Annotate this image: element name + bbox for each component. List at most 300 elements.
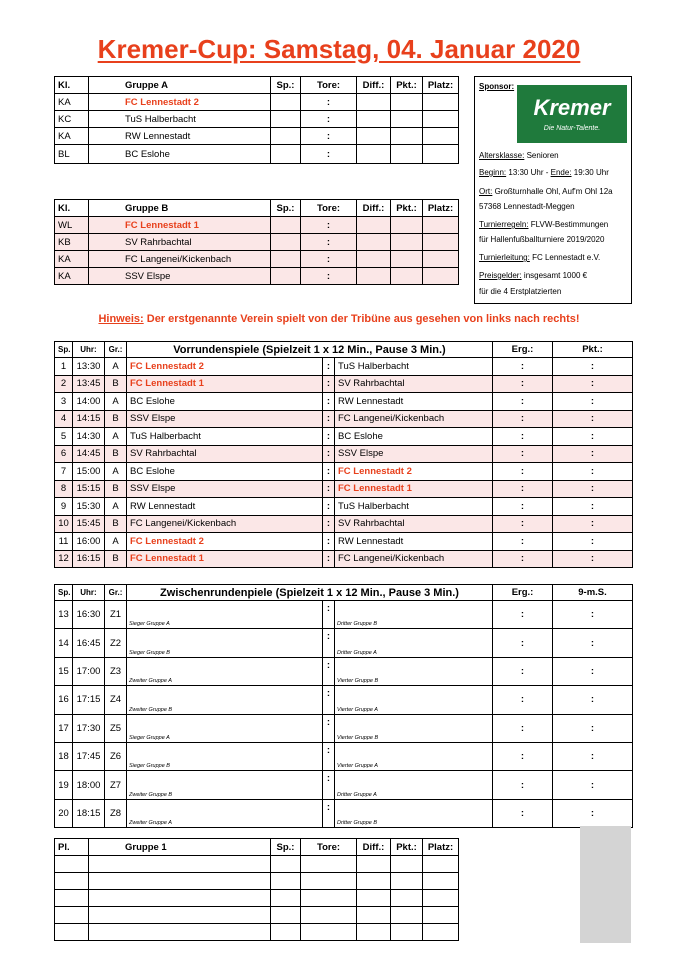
table-row xyxy=(55,128,459,145)
table-row xyxy=(55,480,633,498)
empty-cell xyxy=(357,890,391,907)
away-slot xyxy=(335,601,493,629)
vs-separator: : xyxy=(323,657,335,685)
game-time: 14:15 xyxy=(73,410,105,428)
result-cell: : xyxy=(493,601,553,629)
result-cell: : xyxy=(493,480,553,498)
game-group: Z3 xyxy=(105,657,127,685)
empty-cell xyxy=(423,924,459,941)
away-placeholder: Dritter Gruppe B xyxy=(337,621,378,628)
header-group: Gr.: xyxy=(105,342,127,358)
game-group: Z8 xyxy=(105,799,127,827)
class-cell: WL xyxy=(55,217,89,234)
tournament-lead: Turnierleitung: FC Lennestadt e.V. xyxy=(479,253,601,262)
location-city: 57368 Lennestadt-Meggen xyxy=(479,202,575,211)
vs-separator: : xyxy=(323,686,335,714)
table-row xyxy=(55,629,633,657)
header-result: Erg.: xyxy=(493,585,553,601)
vs-separator: : xyxy=(323,799,335,827)
team-cell: BC Eslohe xyxy=(89,145,271,164)
team-cell: FC Lennestadt 2 xyxy=(89,94,271,111)
class-cell: KA xyxy=(55,268,89,285)
header-sp: Sp.: xyxy=(271,77,301,94)
table-row xyxy=(55,771,633,799)
game-group: B xyxy=(105,550,127,568)
game-time: 15:00 xyxy=(73,463,105,481)
sponsor-box xyxy=(474,76,632,304)
header-diff: Diff.: xyxy=(357,839,391,856)
game-time: 16:15 xyxy=(73,550,105,568)
game-group: B xyxy=(105,515,127,533)
empty-cell xyxy=(55,873,89,890)
rules: Turnierregeln: FLVW-Bestimmungen xyxy=(479,220,609,229)
away-slot xyxy=(335,657,493,685)
result-cell: : xyxy=(493,410,553,428)
table-row xyxy=(55,428,633,446)
away-slot xyxy=(335,686,493,714)
points-cell: : xyxy=(553,498,633,516)
header-time: Uhr: xyxy=(73,342,105,358)
table-row xyxy=(55,94,459,111)
vs-separator: : xyxy=(323,533,335,551)
game-group: A xyxy=(105,533,127,551)
away-team: SV Rahrbachtal xyxy=(335,375,493,393)
home-placeholder: Zweiter Gruppe B xyxy=(129,706,173,713)
game-group: Z5 xyxy=(105,714,127,742)
game-number: 13 xyxy=(55,601,73,629)
table-row xyxy=(55,873,459,890)
header-diff: Diff.: xyxy=(357,200,391,217)
game-group: Z6 xyxy=(105,742,127,770)
header-pkt: Pkt.: xyxy=(391,839,423,856)
empty-cell xyxy=(271,856,301,873)
result-cell: : xyxy=(493,742,553,770)
home-placeholder: Zweiter Gruppe B xyxy=(129,791,173,798)
table-row xyxy=(55,856,459,873)
result-cell: : xyxy=(493,358,553,376)
penalty-cell: : xyxy=(553,629,633,657)
vs-separator: : xyxy=(323,480,335,498)
table-row xyxy=(55,463,633,481)
home-placeholder: Sieger Gruppe A xyxy=(129,734,170,741)
away-team: FC Lennestadt 2 xyxy=(335,463,493,481)
empty-cell xyxy=(301,890,357,907)
points-cell: : xyxy=(553,515,633,533)
result-cell: : xyxy=(493,515,553,533)
game-number: 18 xyxy=(55,742,73,770)
game-group: B xyxy=(105,375,127,393)
team-cell: FC Lennestadt 1 xyxy=(89,217,271,234)
empty-cell xyxy=(55,924,89,941)
game-time: 17:45 xyxy=(73,742,105,770)
result-cell: : xyxy=(493,629,553,657)
table-row xyxy=(55,742,633,770)
away-placeholder: Dritter Gruppe A xyxy=(337,649,377,656)
game-number: 8 xyxy=(55,480,73,498)
class-cell: KA xyxy=(55,251,89,268)
goals-cell: : xyxy=(301,217,357,234)
goals-cell: : xyxy=(301,268,357,285)
home-placeholder: Sieger Gruppe B xyxy=(129,763,170,770)
header-platz: Platz: xyxy=(423,77,459,94)
table-row xyxy=(55,445,633,463)
gray-block xyxy=(580,826,631,943)
home-placeholder: Zweiter Gruppe A xyxy=(129,820,172,827)
game-number: 10 xyxy=(55,515,73,533)
game-time: 18:15 xyxy=(73,799,105,827)
home-team: FC Lennestadt 1 xyxy=(127,550,323,568)
home-slot xyxy=(127,771,323,799)
table-row xyxy=(55,907,459,924)
penalty-cell: : xyxy=(553,686,633,714)
header-result: Erg.: xyxy=(493,342,553,358)
empty-cell xyxy=(423,907,459,924)
empty-cell xyxy=(271,924,301,941)
game-number: 3 xyxy=(55,393,73,411)
game-group: Z1 xyxy=(105,601,127,629)
away-team: FC Lennestadt 1 xyxy=(335,480,493,498)
empty-cell xyxy=(89,873,271,890)
goals-cell: : xyxy=(301,128,357,145)
result-cell: : xyxy=(493,393,553,411)
vs-separator: : xyxy=(323,629,335,657)
game-number: 11 xyxy=(55,533,73,551)
game-time: 17:00 xyxy=(73,657,105,685)
header-group: Gr.: xyxy=(105,585,127,601)
result-cell: : xyxy=(493,714,553,742)
table-row xyxy=(55,799,633,827)
game-number: 19 xyxy=(55,771,73,799)
away-team: RW Lennestadt xyxy=(335,533,493,551)
table-row xyxy=(55,550,633,568)
empty-cell xyxy=(55,907,89,924)
vs-separator: : xyxy=(323,498,335,516)
header-time: Uhr: xyxy=(73,585,105,601)
away-placeholder: Dritter Gruppe B xyxy=(337,820,378,827)
empty-cell xyxy=(391,924,423,941)
away-team: FC Langenei/Kickenbach xyxy=(335,550,493,568)
result-cell: : xyxy=(493,428,553,446)
home-team: BC Eslohe xyxy=(127,393,323,411)
penalty-cell: : xyxy=(553,771,633,799)
penalty-cell: : xyxy=(553,799,633,827)
empty-cell xyxy=(301,873,357,890)
away-team: SSV Elspe xyxy=(335,445,493,463)
team-cell: SV Rahrbachtal xyxy=(89,234,271,251)
home-team: SV Rahrbachtal xyxy=(127,445,323,463)
table-row xyxy=(55,251,459,268)
game-number: 15 xyxy=(55,657,73,685)
class-cell: BL xyxy=(55,145,89,164)
logo-text: Kremer xyxy=(533,95,611,120)
class-cell: KA xyxy=(55,128,89,145)
header-tore: Tore: xyxy=(301,77,357,94)
away-placeholder: Vierter Gruppe B xyxy=(337,678,379,685)
empty-cell xyxy=(89,907,271,924)
game-number: 12 xyxy=(55,550,73,568)
header-points: Pkt.: xyxy=(553,342,633,358)
result-cell: : xyxy=(493,445,553,463)
header-group: Gruppe A xyxy=(89,77,271,94)
preliminary-games-table xyxy=(54,341,633,568)
goals-cell: : xyxy=(301,111,357,128)
group-a-table xyxy=(54,76,459,164)
vs-separator: : xyxy=(323,445,335,463)
game-group: Z7 xyxy=(105,771,127,799)
away-team: FC Langenei/Kickenbach xyxy=(335,410,493,428)
result-cell: : xyxy=(493,463,553,481)
away-team: TuS Halberbacht xyxy=(335,358,493,376)
header-kl: Kl. xyxy=(55,200,89,217)
home-slot xyxy=(127,714,323,742)
class-cell: KC xyxy=(55,111,89,128)
vs-separator: : xyxy=(323,375,335,393)
game-number: 1 xyxy=(55,358,73,376)
home-slot xyxy=(127,601,323,629)
home-team: RW Lennestadt xyxy=(127,498,323,516)
age-class: Altersklasse: Senioren xyxy=(479,151,559,160)
points-cell: : xyxy=(553,410,633,428)
away-placeholder: Dritter Gruppe A xyxy=(337,791,377,798)
empty-cell xyxy=(391,890,423,907)
game-number: 9 xyxy=(55,498,73,516)
points-cell: : xyxy=(553,550,633,568)
table-row xyxy=(55,515,633,533)
home-team: BC Eslohe xyxy=(127,463,323,481)
table-row xyxy=(55,410,633,428)
home-team: FC Lennestadt 2 xyxy=(127,533,323,551)
away-placeholder: Vierter Gruppe A xyxy=(337,763,378,770)
game-number: 16 xyxy=(55,686,73,714)
table-row xyxy=(55,111,459,128)
vs-separator: : xyxy=(323,714,335,742)
points-cell: : xyxy=(553,393,633,411)
home-placeholder: Zweiter Gruppe A xyxy=(129,678,172,685)
game-time: 13:45 xyxy=(73,375,105,393)
vs-separator: : xyxy=(323,358,335,376)
game-time: 15:45 xyxy=(73,515,105,533)
game-time: 14:00 xyxy=(73,393,105,411)
away-team: RW Lennestadt xyxy=(335,393,493,411)
vs-separator: : xyxy=(323,515,335,533)
vs-separator: : xyxy=(323,550,335,568)
class-cell: KA xyxy=(55,94,89,111)
empty-cell xyxy=(55,890,89,907)
empty-cell xyxy=(301,907,357,924)
game-group: A xyxy=(105,358,127,376)
game-group: A xyxy=(105,393,127,411)
header-group: Gruppe 1 xyxy=(89,839,271,856)
result-cell: : xyxy=(493,498,553,516)
empty-cell xyxy=(423,873,459,890)
header-tore: Tore: xyxy=(301,200,357,217)
game-number: 6 xyxy=(55,445,73,463)
game-group: Z2 xyxy=(105,629,127,657)
header-penalty: 9-m.S. xyxy=(553,585,633,601)
header-group: Gruppe B xyxy=(89,200,271,217)
game-number: 20 xyxy=(55,799,73,827)
result-cell: : xyxy=(493,533,553,551)
home-team: TuS Halberbacht xyxy=(127,428,323,446)
empty-cell xyxy=(357,856,391,873)
header-pl: Pl. xyxy=(55,839,89,856)
header-kl: Kl. xyxy=(55,77,89,94)
away-placeholder: Vierter Gruppe A xyxy=(337,706,378,713)
table-row xyxy=(55,358,633,376)
result-cell: : xyxy=(493,771,553,799)
game-time: 17:15 xyxy=(73,686,105,714)
table-row xyxy=(55,686,633,714)
away-slot xyxy=(335,799,493,827)
prize-detail: für die 4 Erstplatzierten xyxy=(479,287,562,296)
header-sp: Sp. xyxy=(55,342,73,358)
goals-cell: : xyxy=(301,145,357,164)
home-slot xyxy=(127,742,323,770)
points-cell: : xyxy=(553,428,633,446)
class-cell: KB xyxy=(55,234,89,251)
empty-cell xyxy=(391,856,423,873)
home-team: SSV Elspe xyxy=(127,410,323,428)
table-row xyxy=(55,268,459,285)
game-time: 16:00 xyxy=(73,533,105,551)
game-group: A xyxy=(105,428,127,446)
home-team: FC Lennestadt 2 xyxy=(127,358,323,376)
home-slot xyxy=(127,686,323,714)
away-slot xyxy=(335,742,493,770)
empty-cell xyxy=(423,890,459,907)
header-tore: Tore: xyxy=(301,839,357,856)
game-group: B xyxy=(105,410,127,428)
game-time: 18:00 xyxy=(73,771,105,799)
team-cell: TuS Halberbacht xyxy=(89,111,271,128)
vs-separator: : xyxy=(323,742,335,770)
empty-cell xyxy=(391,873,423,890)
points-cell: : xyxy=(553,463,633,481)
table-row xyxy=(55,601,633,629)
empty-cell xyxy=(271,890,301,907)
home-slot xyxy=(127,799,323,827)
header-sp: Sp.: xyxy=(271,839,301,856)
header-sp: Sp. xyxy=(55,585,73,601)
group-b-table xyxy=(54,199,459,285)
game-group: Z4 xyxy=(105,686,127,714)
result-cell: : xyxy=(493,686,553,714)
game-number: 17 xyxy=(55,714,73,742)
empty-cell xyxy=(271,873,301,890)
goals-cell: : xyxy=(301,234,357,251)
kremer-logo xyxy=(517,85,627,143)
game-time: 15:30 xyxy=(73,498,105,516)
game-number: 4 xyxy=(55,410,73,428)
table-row xyxy=(55,657,633,685)
page-title: Kremer-Cup: Samstag, 04. Januar 2020 xyxy=(97,34,581,64)
table-row xyxy=(55,533,633,551)
points-cell: : xyxy=(553,375,633,393)
points-cell: : xyxy=(553,358,633,376)
location: Ort: Großturnhalle Ohl, Auf'm Ohl 12a xyxy=(479,187,613,196)
empty-cell xyxy=(357,907,391,924)
table-row xyxy=(55,890,459,907)
empty-cell xyxy=(423,856,459,873)
game-time: 16:30 xyxy=(73,601,105,629)
penalty-cell: : xyxy=(553,714,633,742)
prize-money: Preisgelder: insgesamt 1000 € xyxy=(479,271,588,280)
empty-cell xyxy=(301,856,357,873)
goals-cell: : xyxy=(301,251,357,268)
home-placeholder: Sieger Gruppe A xyxy=(129,621,170,628)
intermediate-games-table xyxy=(54,584,633,828)
table-row xyxy=(55,234,459,251)
header-platz: Platz: xyxy=(423,200,459,217)
table-row xyxy=(55,145,459,164)
hint-text: Hinweis: Der erstgenannte Verein spielt von der Tribüne aus gesehen von links nach rechts! xyxy=(98,313,580,325)
game-time: 14:30 xyxy=(73,428,105,446)
vs-separator: : xyxy=(323,771,335,799)
vs-separator: : xyxy=(323,428,335,446)
home-team: FC Langenei/Kickenbach xyxy=(127,515,323,533)
table-row xyxy=(55,714,633,742)
away-slot xyxy=(335,629,493,657)
game-time: 13:30 xyxy=(73,358,105,376)
table-row xyxy=(55,924,459,941)
home-team: FC Lennestadt 1 xyxy=(127,375,323,393)
home-placeholder: Sieger Gruppe B xyxy=(129,649,170,656)
away-slot xyxy=(335,771,493,799)
home-team: SSV Elspe xyxy=(127,480,323,498)
penalty-cell: : xyxy=(553,742,633,770)
time-info: Beginn: 13:30 Uhr - Ende: 19:30 Uhr xyxy=(479,168,609,177)
vs-separator: : xyxy=(323,601,335,629)
team-cell: FC Langenei/Kickenbach xyxy=(89,251,271,268)
vs-separator: : xyxy=(323,410,335,428)
empty-cell xyxy=(357,873,391,890)
away-placeholder: Vierter Gruppe B xyxy=(337,734,379,741)
result-cell: : xyxy=(493,657,553,685)
points-cell: : xyxy=(553,533,633,551)
game-group: A xyxy=(105,498,127,516)
game-number: 5 xyxy=(55,428,73,446)
away-slot xyxy=(335,714,493,742)
sponsor-label: Sponsor: xyxy=(479,82,515,91)
header-sp: Sp.: xyxy=(271,200,301,217)
table-row xyxy=(55,217,459,234)
empty-cell xyxy=(89,890,271,907)
points-cell: : xyxy=(553,480,633,498)
game-time: 15:15 xyxy=(73,480,105,498)
header-platz: Platz: xyxy=(423,839,459,856)
game-number: 7 xyxy=(55,463,73,481)
away-team: TuS Halberbacht xyxy=(335,498,493,516)
game-time: 14:45 xyxy=(73,445,105,463)
header-pkt: Pkt.: xyxy=(391,200,423,217)
table-row xyxy=(55,498,633,516)
team-cell: RW Lennestadt xyxy=(89,128,271,145)
away-team: BC Eslohe xyxy=(335,428,493,446)
away-team: SV Rahrbachtal xyxy=(335,515,493,533)
header-inter-title: Zwischenrundenpiele (Spielzeit 1 x 12 Min., Pause 3 Min.) xyxy=(127,585,493,601)
game-time: 16:45 xyxy=(73,629,105,657)
group-1-table xyxy=(54,838,459,941)
game-group: B xyxy=(105,480,127,498)
game-group: A xyxy=(105,463,127,481)
empty-cell xyxy=(89,924,271,941)
empty-cell xyxy=(55,856,89,873)
empty-cell xyxy=(89,856,271,873)
header-prelim-title: Vorrundenspiele (Spielzeit 1 x 12 Min., Pause 3 Min.) xyxy=(127,342,493,358)
result-cell: : xyxy=(493,550,553,568)
header-pkt: Pkt.: xyxy=(391,77,423,94)
empty-cell xyxy=(391,907,423,924)
